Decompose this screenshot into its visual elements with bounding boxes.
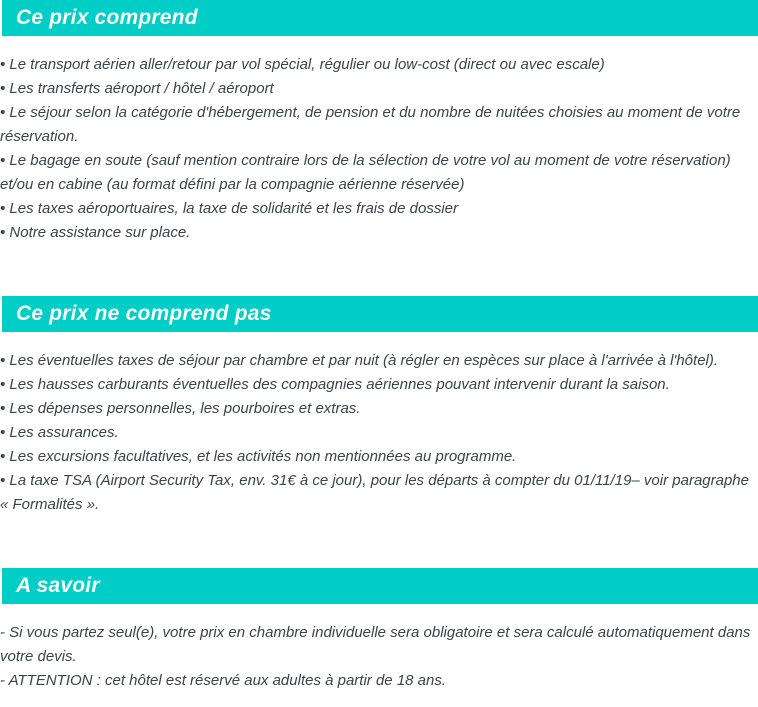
bullet-item: • Les éventuelles taxes de séjour par chambre et par nuit (à régler en espèces sur place à l'arrivée à l'hôtel).: [0, 352, 719, 369]
section-body-price-includes: [0, 36, 758, 245]
bullet-item: • Le séjour selon la catégorie d'hébergement, de pension et du nombre de nuitées choisies au moment de votre réservation.: [0, 104, 741, 145]
section-header-price-includes: [2, 0, 758, 36]
note-item: - ATTENTION : cet hôtel est réservé aux adultes à partir de 18 ans.: [0, 672, 447, 689]
bullet-item: • Les hausses carburants éventuelles des compagnies aériennes pouvant intervenir durant la saison.: [0, 376, 670, 393]
section-header-good-to-know: [2, 568, 758, 604]
section-header-price-excludes: [2, 296, 758, 332]
section-price-includes: [0, 0, 758, 245]
bullet-item: • Notre assistance sur place.: [0, 224, 191, 241]
bullet-item: • Les excursions facultatives, et les activités non mentionnées au programme.: [0, 448, 517, 465]
section-good-to-know: [0, 568, 758, 693]
bullet-item: • Les transferts aéroport / hôtel / aéroport: [0, 80, 274, 97]
section-title: Ce prix ne comprend pas: [16, 302, 272, 325]
section-title: Ce prix comprend: [16, 6, 198, 29]
bullet-item: • Les taxes aéroportuaires, la taxe de solidarité et les frais de dossier: [0, 200, 458, 217]
section-body-price-excludes: [0, 332, 758, 517]
section-title: A savoir: [16, 574, 100, 597]
bullet-item: • La taxe TSA (Airport Security Tax, env. 31€ à ce jour), pour les départs à compter du 01/11/19– voir paragraphe « Formalités ».: [0, 472, 749, 513]
bullet-item: • Le transport aérien aller/retour par vol spécial, régulier ou low-cost (direct ou avec escale): [0, 56, 605, 73]
bullet-item: • Le bagage en soute (sauf mention contraire lors de la sélection de votre vol au moment de votre réservation) et/ou en cabine (au format défini par la compagnie aérienne réservée): [0, 152, 731, 193]
section-body-good-to-know: [0, 604, 758, 693]
bullet-item: • Les dépenses personnelles, les pourboires et extras.: [0, 400, 361, 417]
note-item: - Si vous partez seul(e), votre prix en chambre individuelle sera obligatoire et sera calculé automatiquement dans votre devis.: [0, 624, 751, 665]
bullet-item: • Les assurances.: [0, 424, 119, 441]
section-price-excludes: [0, 296, 758, 517]
